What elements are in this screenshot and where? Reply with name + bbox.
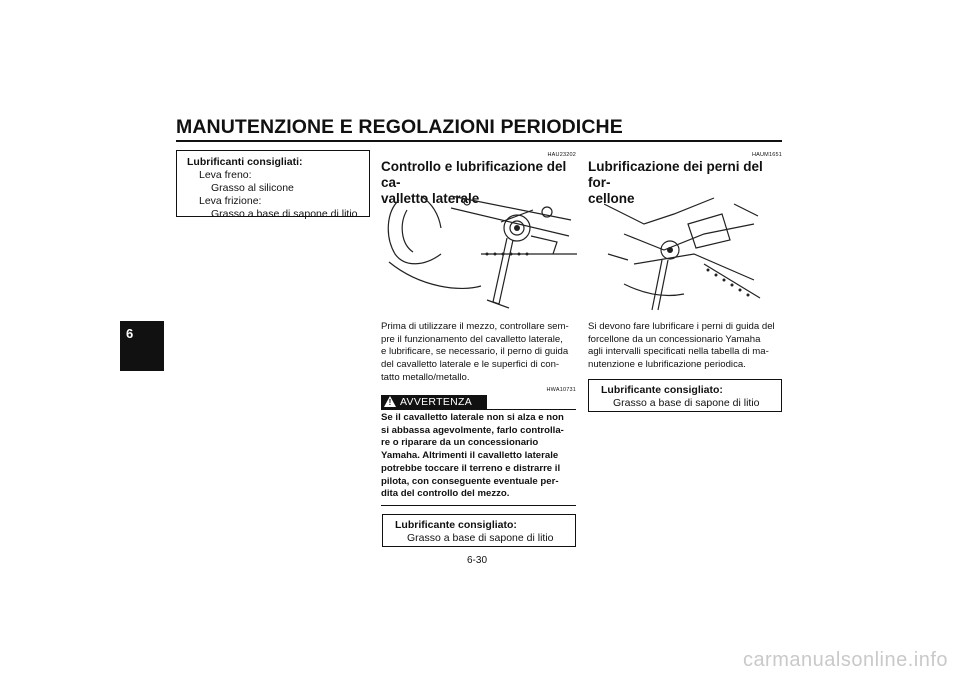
warning-code: HWA10731 <box>546 387 576 393</box>
text-line: Prima di utilizzare il mezzo, controllare sem- <box>381 321 569 332</box>
text-line: del cavalletto laterale e le superfici di con- <box>381 359 560 371</box>
lubricant-brake-value: Grasso al silicone <box>211 182 294 194</box>
chapter-tab-number: 6 <box>126 326 134 341</box>
lubricant-brake-label: Leva freno: <box>199 169 252 181</box>
lubricant-value: Grasso a base di sapone di litio <box>613 397 760 409</box>
lubricant-clutch-label: Leva frizione: <box>199 195 262 207</box>
text-line: e lubrificare, se necessario, il perno di guida <box>381 346 569 358</box>
warning-rule <box>381 409 576 410</box>
section-code: HAU23202 <box>547 152 576 158</box>
text-line: Yamaha. Altrimenti il cavalletto laterale <box>381 450 559 462</box>
swingarm-illustration <box>604 194 762 312</box>
section-title-line: valletto laterale <box>381 191 480 206</box>
lubricant-value: Grasso a base di sapone di litio <box>407 532 554 544</box>
text-line: si abbassa agevolmente, farlo controlla- <box>381 424 564 436</box>
text-line: potrebbe toccare il terreno e distrarre il <box>381 462 561 474</box>
text-line: agli intervalli specificati nella tabella di ma- <box>588 346 769 358</box>
pivots-lubricant-box <box>588 379 782 412</box>
pivots-text <box>588 321 782 372</box>
text-line: re o riparare da un concessionario <box>381 437 539 449</box>
section-title-line: cellone <box>588 191 635 206</box>
sidestand-illustration <box>381 192 577 310</box>
text-line: dita del controllo del mezzo. <box>381 488 510 500</box>
warning-label: AVVERTENZA <box>400 396 473 408</box>
lubricants-box <box>176 150 370 220</box>
warning-text <box>381 412 576 501</box>
text-line: pre il funzionamento del cavalletto laterale, <box>381 333 563 345</box>
warning-end-rule <box>381 505 576 506</box>
text-line: Si devono fare lubrificare i perni di guida del <box>588 321 775 332</box>
sidestand-text <box>381 321 576 385</box>
lubricant-heading: Lubrificante consigliato: <box>601 384 723 396</box>
lubricants-heading: Lubrificanti consigliati: <box>187 156 303 168</box>
sidestand-lubricant-box <box>382 514 576 547</box>
text-line: nutenzione e lubrificazione periodica. <box>588 359 746 371</box>
title-rule <box>176 140 782 142</box>
page-number: 6-30 <box>467 555 488 566</box>
lubricant-heading: Lubrificante consigliato: <box>395 519 517 531</box>
section-title-line: Controllo e lubrificazione del ca- <box>381 159 567 190</box>
text-line: Se il cavalletto laterale non si alza e non <box>381 412 564 423</box>
text-line: tatto metallo/metallo. <box>381 371 470 383</box>
lubricant-clutch-value: Grasso a base di sapone di litio <box>211 208 358 220</box>
watermark: carmanualsonline.info <box>742 649 948 671</box>
page-title: MANUTENZIONE E REGOLAZIONI PERIODICHE <box>176 116 623 138</box>
section-code: HAUM1651 <box>751 152 782 158</box>
section-title-line: Lubrificazione dei perni del for- <box>588 159 763 190</box>
text-line: pilota, con conseguente eventuale per- <box>381 475 559 487</box>
exclamation-icon: ! <box>388 398 392 407</box>
text-line: forcellone da un concessionario Yamaha <box>588 333 761 345</box>
